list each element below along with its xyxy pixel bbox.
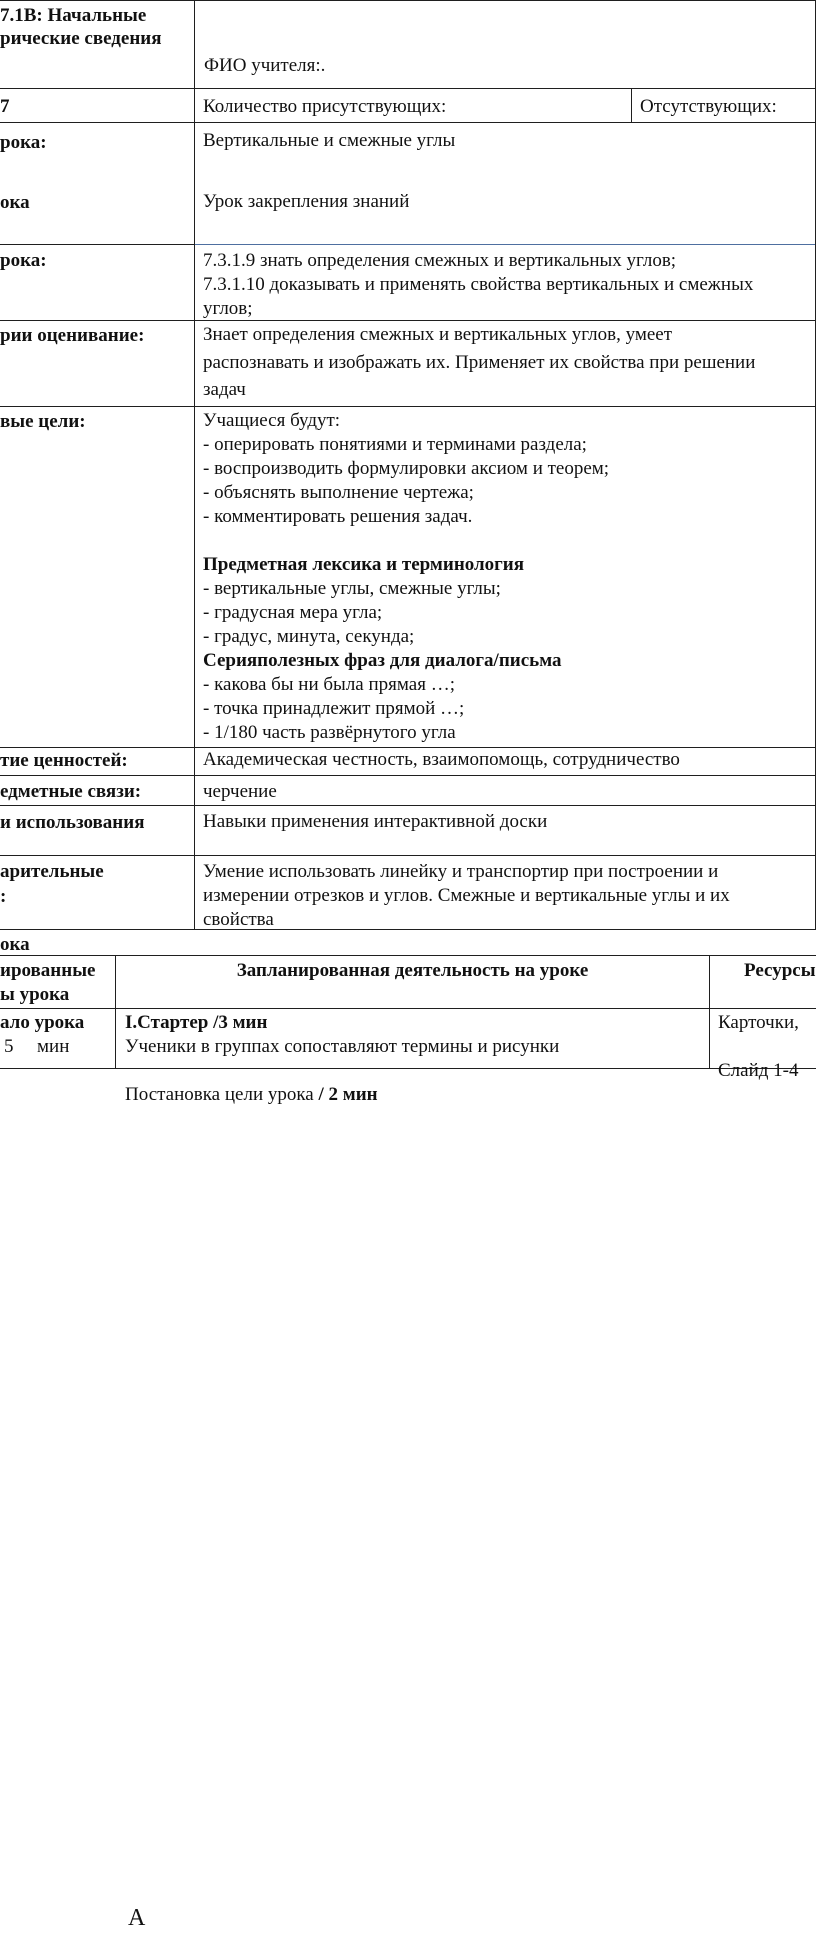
- table-border: [0, 88, 816, 89]
- table-border: [195, 244, 816, 245]
- lesson-type-label: ока: [0, 192, 30, 213]
- prior-knowledge-label: :: [0, 886, 7, 907]
- table-border: [0, 1068, 816, 1069]
- goal-setting-line: [125, 1082, 378, 1107]
- criteria-line: Знает определения смежных и вертикальных углов, умеет: [203, 324, 673, 345]
- language-intro: Учащиеся будут:: [203, 410, 341, 431]
- values-value: Академическая честность, взаимопомощь, сотрудничество: [203, 749, 680, 770]
- criteria-line: распознавать и изображать их. Применяет их свойства при решении: [203, 352, 756, 373]
- ict-label: и использования: [0, 812, 145, 833]
- language-objectives-label: вые цели:: [0, 411, 86, 432]
- language-goal: - объяснять выполнение чертежа;: [203, 482, 474, 503]
- table-border: [0, 1008, 816, 1009]
- vocabulary-item: - вертикальные углы, смежные углы;: [203, 578, 501, 599]
- vocabulary-item: - градусная мера угла;: [203, 602, 383, 623]
- present-count-label: Количество присутствующих:: [203, 96, 447, 117]
- lesson-topic-label: рока:: [0, 132, 47, 153]
- grade-value: 7: [0, 96, 10, 117]
- goal-setting-text: Постановка цели урока: [125, 1084, 319, 1105]
- prior-knowledge-line: Умение использовать линейку и транспортир при построении и: [203, 861, 719, 882]
- prior-knowledge-line: свойства: [203, 909, 274, 930]
- phrase-item: - какова бы ни была прямая …;: [203, 674, 455, 695]
- planned-stages-header: ы урока: [0, 984, 70, 1005]
- resource-cards: Карточки,: [718, 1012, 799, 1033]
- values-label: тие ценностей:: [0, 750, 128, 771]
- table-border: [0, 122, 816, 123]
- starter-description: Ученики в группах сопоставляют термины и рисунки: [125, 1036, 560, 1057]
- starter-title: I.Стартер /3 мин: [125, 1012, 268, 1033]
- cross-curricular-value: черчение: [203, 781, 277, 802]
- stage-time-number: 5: [4, 1036, 14, 1057]
- goal-setting-time: / 2 мин: [318, 1084, 378, 1105]
- table-border: [0, 929, 816, 930]
- table-border: [0, 775, 816, 776]
- planned-stages-header: ированные: [0, 960, 96, 981]
- phrase-item: - точка принадлежит прямой …;: [203, 698, 465, 719]
- planned-activity-header: Запланированная деятельность на уроке: [236, 960, 589, 981]
- teacher-name-label: ФИО учителя:.: [204, 55, 326, 76]
- language-goal: - комментировать решения задач.: [203, 506, 473, 527]
- language-goal: - воспроизводить формулировки аксиом и теорем;: [203, 458, 610, 479]
- lesson-topic-value: Вертикальные и смежные углы: [203, 130, 456, 151]
- unit-title-line2: рические сведения: [0, 28, 162, 49]
- lesson-plan-title: ока: [0, 934, 30, 955]
- table-border: [631, 88, 632, 122]
- table-border: [0, 855, 816, 856]
- table-border: [0, 0, 816, 1]
- lesson-type-value: Урок закрепления знаний: [203, 191, 410, 212]
- stage-start-label: ало урока: [0, 1012, 85, 1033]
- table-border: [0, 406, 816, 407]
- table-border: [0, 805, 816, 806]
- language-goal: - оперировать понятиями и терминами раздела;: [203, 434, 587, 455]
- cross-curricular-label: едметные связи:: [0, 781, 142, 802]
- vocabulary-item: - градус, минута, секунда;: [203, 626, 415, 647]
- prior-knowledge-line: измерении отрезков и углов. Смежные и вертикальные углы и их: [203, 885, 730, 906]
- table-border: [194, 0, 195, 929]
- table-border: [0, 955, 816, 956]
- footer-letter: А: [128, 1905, 146, 1931]
- phrase-item: - 1/180 часть развёрнутого угла: [203, 722, 456, 743]
- criteria-line: задач: [203, 379, 246, 400]
- table-border: [709, 955, 710, 1068]
- table-border: [0, 320, 816, 321]
- vocabulary-title: Предметная лексика и терминология: [203, 554, 525, 575]
- objective-line: углов;: [203, 298, 253, 319]
- resources-header: Ресурсы: [744, 960, 816, 981]
- unit-title-line1: 7.1B: Начальные: [0, 5, 147, 26]
- objective-line: 7.3.1.9 знать определения смежных и вертикальных углов;: [203, 250, 677, 271]
- absent-count-label: Отсутствующих:: [640, 96, 777, 117]
- phrases-title: Серияполезных фраз для диалога/письма: [203, 650, 562, 671]
- assessment-criteria-label: рии оценивание:: [0, 325, 145, 346]
- lesson-objectives-label: рока:: [0, 250, 47, 271]
- resource-slides: Слайд 1-4: [718, 1060, 799, 1081]
- ict-value: Навыки применения интерактивной доски: [203, 811, 548, 832]
- objective-line: 7.3.1.10 доказывать и применять свойства вертикальных и смежных: [203, 274, 754, 295]
- prior-knowledge-label: арительные: [0, 861, 104, 882]
- stage-time-unit: мин: [37, 1036, 70, 1057]
